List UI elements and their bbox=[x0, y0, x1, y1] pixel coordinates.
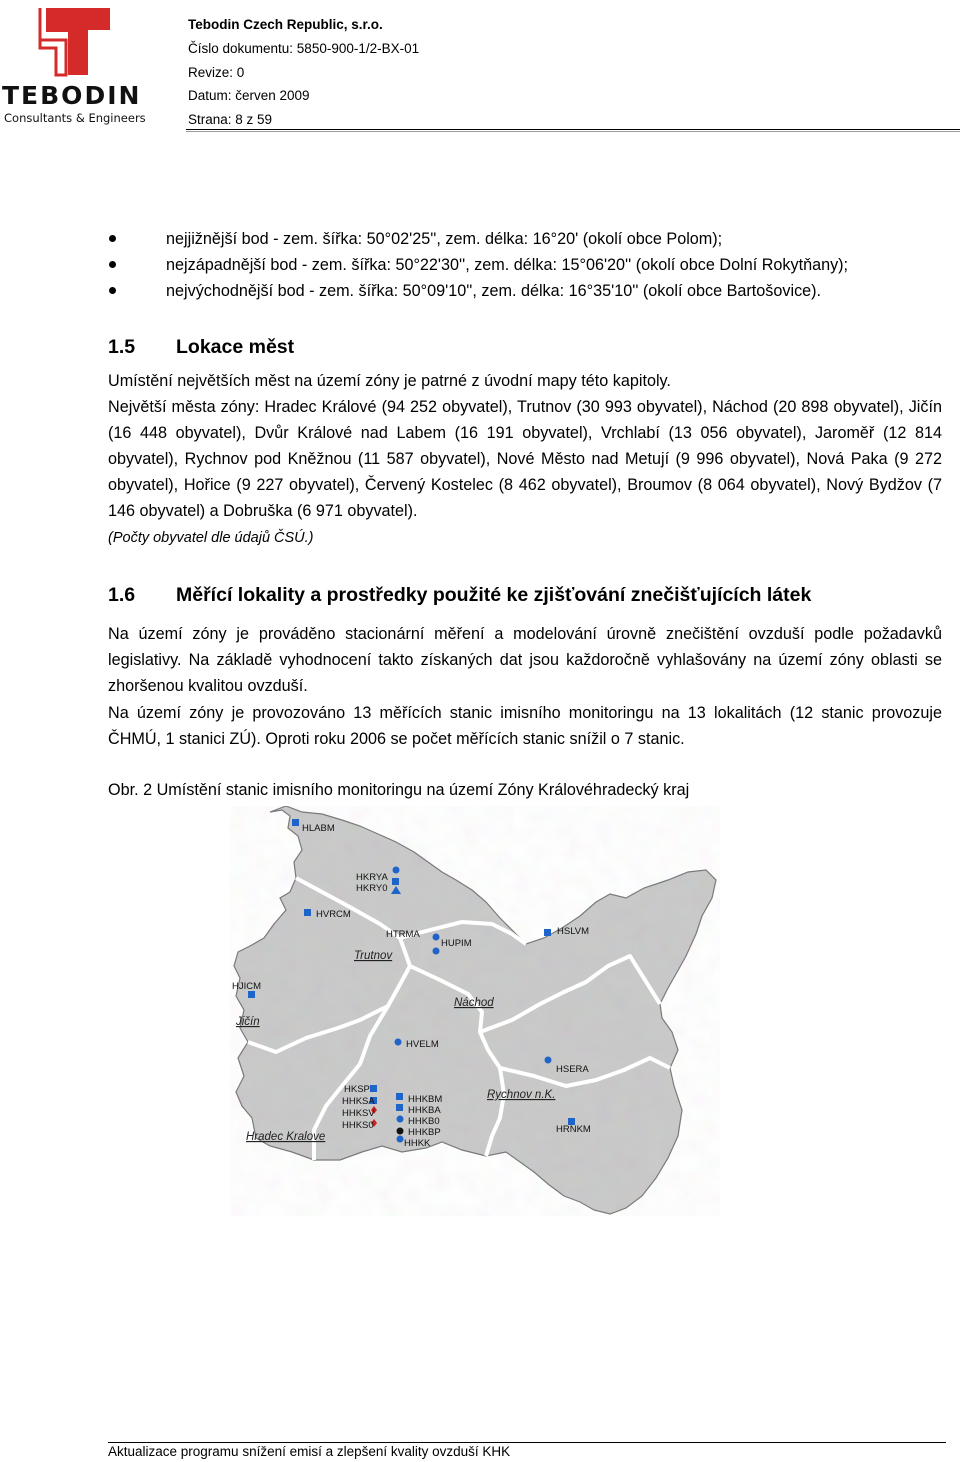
section-heading-1-6 bbox=[108, 584, 811, 607]
list-item: nejvýchodnější bod - zem. šířka: 50°09'10'', zem. délka: 16°35'10'' (okolí obce Bartošovice). bbox=[108, 278, 938, 304]
station-marker bbox=[397, 1128, 404, 1135]
cities-intro-paragraph: Umístění největších měst na území zóny je patrné z úvodní mapy této kapitoly. bbox=[108, 372, 671, 390]
tebodin-logo bbox=[0, 0, 160, 130]
station-marker bbox=[370, 1085, 377, 1092]
document-meta bbox=[188, 13, 419, 132]
station-label: HVRCM bbox=[316, 909, 351, 920]
station-marker bbox=[397, 1116, 404, 1123]
station-label: HLABM bbox=[302, 823, 335, 834]
city-label: Trutnov bbox=[354, 950, 393, 962]
footer-divider bbox=[108, 1442, 946, 1443]
station-label: HKRY0 bbox=[356, 883, 388, 894]
station-label: HJICM bbox=[232, 981, 262, 992]
station-marker bbox=[395, 1039, 402, 1046]
station-label: HSLVM bbox=[557, 926, 590, 937]
section-title: Lokace měst bbox=[176, 336, 295, 358]
page-number: Strana: 8 z 59 bbox=[188, 112, 273, 128]
station-label: HKRYA bbox=[356, 872, 388, 883]
city-label: Náchod bbox=[454, 997, 494, 1009]
station-marker bbox=[545, 1057, 552, 1064]
company-name: Tebodin Czech Republic, s.r.o. bbox=[188, 17, 383, 32]
largest-cities-paragraph: Největší města zóny: Hradec Králové (94 252 obyvatel), Trutnov (30 993 obyvatel), Náchod (20 898 obyvatel), Jičín (16 448 obyvatel), Dvůr Králové nad Labem (16 191 obyvatel), Vrchlabí (13 056 obyvatel), Jaroměř (12 814 obyvatel), Rychnov pod Kněžnou (11 587 obyvatel), Nové Město nad Metují (9 996 obyvatel), Nová Paka (9 272 obyvatel), Hořice (9 227 obyvatel), Červený Kostelec (8 462 obyvatel), Broumov (8 064 obyvatel), Nový Bydžov (7 146 obyvatel) a Dobruška (6 971 obyvatel). bbox=[108, 398, 942, 520]
station-marker bbox=[392, 878, 399, 885]
station-marker bbox=[304, 909, 311, 916]
station-marker bbox=[393, 867, 400, 874]
station-marker bbox=[396, 1104, 403, 1111]
station-label: HHKS0 bbox=[342, 1120, 374, 1131]
station-marker bbox=[248, 991, 255, 998]
station-label: HHKBM bbox=[408, 1094, 443, 1105]
revision: Revize: 0 bbox=[188, 64, 245, 80]
section-number: 1.5 bbox=[108, 336, 136, 358]
station-label: HSERA bbox=[556, 1064, 589, 1075]
station-label: HHKB0 bbox=[408, 1116, 440, 1127]
page-header bbox=[0, 0, 960, 132]
section-title: Měřící lokality a prostředky použité ke zjišťování znečišťujících látek bbox=[176, 584, 812, 606]
document-date: Datum: červen 2009 bbox=[188, 88, 310, 104]
station-label: HHKK bbox=[404, 1138, 431, 1149]
measurement-paragraph-2: Na území zóny je provozováno 13 měřících stanic imisního monitoringu na 13 lokalitách (12 stanic provozuje ČHMÚ, 1 stanici ZÚ). Oproti roku 2006 se počet měřících stanic snížil o 7 stanic. bbox=[108, 704, 942, 748]
station-marker bbox=[397, 1136, 404, 1143]
city-label: Hradec Kralove bbox=[246, 1131, 326, 1143]
monitoring-stations-map bbox=[230, 806, 720, 1216]
station-marker bbox=[396, 1093, 403, 1100]
document-number: Číslo dokumentu: 5850-900-1/2-BX-01 bbox=[188, 40, 420, 56]
list-item: nejjižnější bod - zem. šířka: 50°02'25'', zem. délka: 16°20' (okolí obce Polom); bbox=[108, 226, 938, 252]
city-label: Jičín bbox=[236, 1016, 260, 1028]
extreme-points-list bbox=[108, 226, 938, 304]
page-footer: Aktualizace programu snížení emisí a zlepšení kvality ovzduší KHK bbox=[108, 1444, 511, 1459]
station-label: HVELM bbox=[406, 1039, 439, 1050]
population-source-note: (Počty obyvatel dle údajů ČSÚ.) bbox=[108, 530, 314, 546]
station-label: HHKBP bbox=[408, 1127, 441, 1138]
station-marker bbox=[292, 819, 299, 826]
logo-tagline: Consultants & Engineers bbox=[4, 111, 146, 125]
logo-wordmark: TEBODIN bbox=[2, 81, 142, 110]
station-label: HHKSA bbox=[342, 1096, 375, 1107]
section-heading-1-5 bbox=[108, 336, 294, 359]
station-label: HHKBA bbox=[408, 1105, 441, 1116]
station-label: HHKSV bbox=[342, 1108, 375, 1119]
measurement-paragraph-1: Na území zóny je prováděno stacionární měření a modelování úrovně znečištění ovzduší podle požadavků legislativy. Na základě vyhodnocení takto získaných dat jsou každoročně vyhlašovány na území zóny oblasti se zhoršenou kvalitou ovzduší. bbox=[108, 625, 942, 695]
header-divider-shadow bbox=[186, 131, 960, 132]
section-number: 1.6 bbox=[108, 584, 136, 606]
station-marker bbox=[433, 934, 440, 941]
station-marker bbox=[433, 948, 440, 955]
station-label: HTRMA bbox=[386, 929, 420, 940]
list-item: nejzápadnější bod - zem. šířka: 50°22'30'', zem. délka: 15°06'20'' (okolí obce Dolní Rokytňany); bbox=[108, 252, 938, 278]
station-label: HKSP bbox=[344, 1084, 370, 1095]
station-label: HUPIM bbox=[441, 938, 472, 949]
city-label: Rychnov n.K. bbox=[487, 1089, 556, 1101]
station-marker bbox=[544, 929, 551, 936]
figure-caption: Obr. 2 Umístění stanic imisního monitoringu na území Zóny Královéhradecký kraj bbox=[108, 781, 690, 799]
station-label: HRNKM bbox=[556, 1124, 591, 1135]
header-divider bbox=[186, 129, 960, 130]
